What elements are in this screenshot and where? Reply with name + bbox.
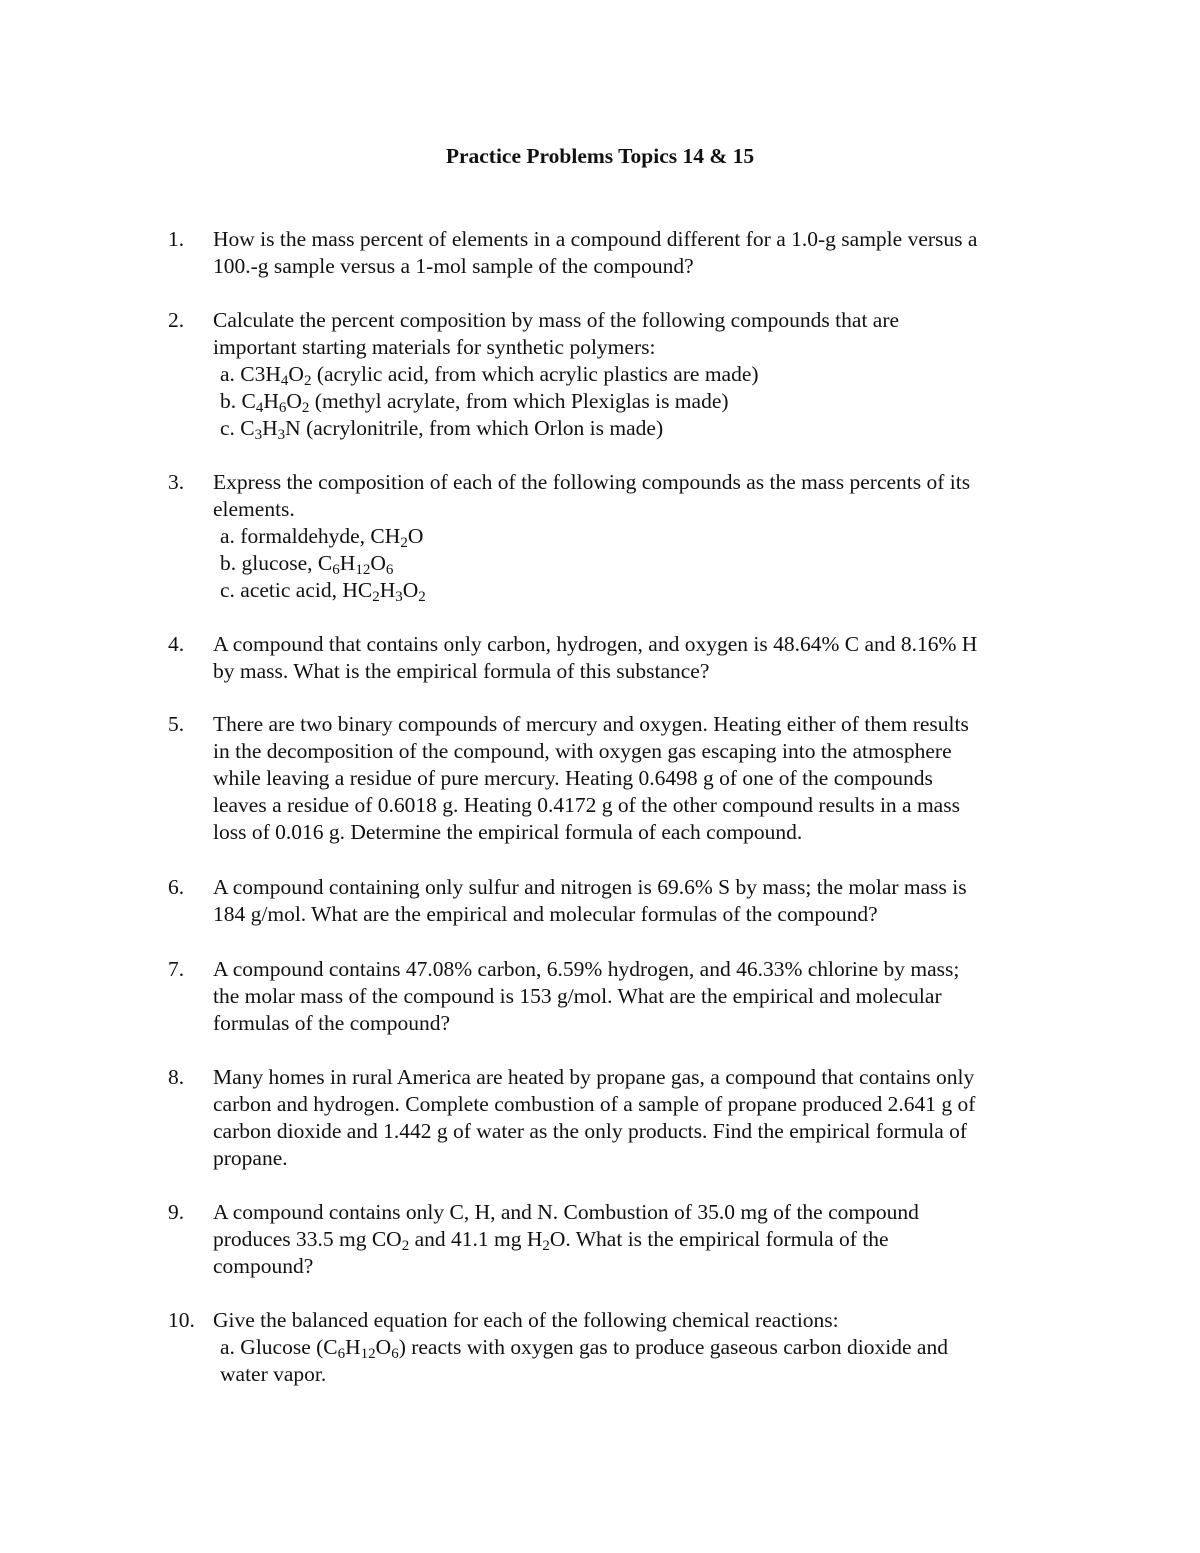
sub-question-a: a. formaldehyde, $CH_2O$ [220,524,424,551]
question-number: 2. [168,308,185,332]
sub-question-c: c. $C_3H_3N$ (acrylonitrile, from which Orlon is made) [220,416,664,443]
question-number: 1. [168,227,185,251]
question-text-line: A compound contains only C, H, and N. Combustion of 35.0 mg of the compound [213,1200,919,1224]
question-text-line: the molar mass of the compound is 153 g/mol. What are the empirical and molecular [213,984,942,1008]
question-text-line: compound? [213,1254,314,1278]
question-text-line: Calculate the percent composition by mass of the following compounds that are [213,308,900,332]
sub-question-a-continued: water vapor. [220,1362,327,1386]
sub-question-c: c. acetic acid, $HC_2H_3O_2$ [220,578,426,605]
question-text-line: Express the composition of each of the following compounds as the mass percents of its [213,470,971,494]
question-text-line: leaves a residue of 0.6018 g. Heating 0.4172 g of the other compound results in a mass [213,793,960,817]
page-title: Practice Problems Topics 14 & 15 [445,144,755,168]
sub-question-b: b. glucose, $C_6H_{12}O_6$ [220,551,394,578]
question-text-line: important starting materials for synthetic polymers: [213,335,656,359]
question-text-line: A compound containing only sulfur and nitrogen is 69.6% S by mass; the molar mass is [213,875,967,899]
question-text-line: How is the mass percent of elements in a compound different for a 1.0-g sample versus a [213,227,978,251]
question-text-line: elements. [213,497,295,521]
question-text-line: in the decomposition of the compound, with oxygen gas escaping into the atmosphere [213,739,952,763]
question-text-line: There are two binary compounds of mercury and oxygen. Heating either of them results [213,712,969,736]
question-text-line: Give the balanced equation for each of the following chemical reactions: [213,1308,839,1332]
question-text-line: 100.-g sample versus a 1-mol sample of the compound? [213,254,694,278]
question-text-line: Many homes in rural America are heated by propane gas, a compound that contains only [213,1065,975,1089]
question-text-line: A compound contains 47.08% carbon, 6.59% hydrogen, and 46.33% chlorine by mass; [213,957,960,981]
question-text-line: A compound that contains only carbon, hydrogen, and oxygen is 48.64% C and 8.16% H [213,632,978,656]
sub-question-a: a. Glucose $(C_6H_{12}O_6)$ reacts with oxygen gas to produce gaseous carbon dioxide and [220,1335,948,1362]
question-text-line: carbon and hydrogen. Complete combustion of a sample of propane produced 2.641 g of [213,1092,976,1116]
question-number: 6. [168,875,185,899]
question-text-line: by mass. What is the empirical formula of this substance? [213,659,710,683]
question-number: 8. [168,1065,185,1089]
sub-question-a: a. $C3H_4O_2$ (acrylic acid, from which acrylic plastics are made) [220,362,759,389]
question-number: 5. [168,712,185,736]
question-number: 10. [168,1308,195,1332]
question-number: 9. [168,1200,185,1224]
question-text-line: loss of 0.016 g. Determine the empirical formula of each compound. [213,820,803,844]
question-number: 4. [168,632,185,656]
question-text-line: propane. [213,1146,288,1170]
question-number: 7. [168,957,185,981]
question-text-line: 184 g/mol. What are the empirical and molecular formulas of the compound? [213,902,878,926]
question-text-line: while leaving a residue of pure mercury. Heating 0.6498 g of one of the compounds [213,766,933,790]
question-text-line: carbon dioxide and 1.442 g of water as the only products. Find the empirical formula of [213,1119,968,1143]
question-text-line: produces 33.5 mg $CO_2$ and 41.1 mg $H_2O$. What is the empirical formula of the [213,1227,889,1254]
question-number: 3. [168,470,185,494]
question-text-line: formulas of the compound? [213,1011,451,1035]
sub-question-b: b. $C_4H_6O_2$ (methyl acrylate, from which Plexiglas is made) [220,389,729,416]
